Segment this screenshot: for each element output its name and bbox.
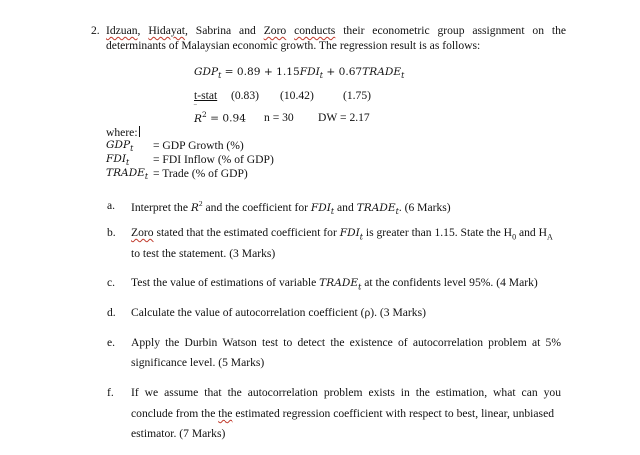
part-e-line2: significance level. (5 Marks) xyxy=(131,356,265,369)
part-f-line2: conclude from the the estimated regression coefficient with respect to best, linear, unbiased xyxy=(131,407,555,420)
tstat-const: (0.83) xyxy=(231,89,260,102)
name-hidayat[interactable]: Hidayat xyxy=(148,24,186,37)
where-label: where: xyxy=(106,126,138,139)
name-idzuan[interactable]: Idzuan xyxy=(106,24,138,37)
question-intro-line2: determinants of Malaysian economic growth. The regression result is as follows: xyxy=(106,39,481,52)
part-d-letter: d. xyxy=(107,306,116,319)
part-d-text: Calculate the value of autocorrelation coefficient (ρ). (3 Marks) xyxy=(131,306,426,319)
part-c-text: Test the value of estimations of variable $TRADE_t$ at the confidents level 95%. (4 Mark) xyxy=(131,276,538,292)
part-b-letter: b. xyxy=(107,226,116,239)
part-c-letter: c. xyxy=(107,276,116,289)
def-trade-desc: = Trade (% of GDP) xyxy=(153,167,248,180)
regression-equation: $GDP_t = 0.89 + 1.15FDI_t$ + $0.67TRADE_t$ xyxy=(194,66,405,81)
text-cursor xyxy=(139,126,140,137)
r-squared-bar: ‾ xyxy=(194,104,197,113)
part-e-letter: e. xyxy=(107,336,116,349)
tstat-trade: (1.75) xyxy=(343,89,372,102)
r-squared: $R^2 = 0.94$ xyxy=(194,110,246,125)
def-gdp-desc: = GDP Growth (%) xyxy=(153,139,244,152)
def-fdi-var: $FDI_t$ xyxy=(106,153,130,168)
def-fdi-desc: = FDI Inflow (% of GDP) xyxy=(153,153,274,166)
intro-rest: their econometric group assignment on the xyxy=(343,24,567,37)
part-a-text: Interpret the $R^2$ and the coefficient for $FDI_t$ and $TRADE_t$. (6 Marks) xyxy=(131,199,451,217)
part-f-line1: If we assume that the autocorrelation problem exists in the estimation, what can you xyxy=(131,386,561,399)
part-b-line1: Zoro stated that the estimated coefficient for $FDI_t$ is greater than 1.15. State the $H_0$ and $H_A$ xyxy=(131,226,553,242)
name-zoro-b[interactable]: Zoro xyxy=(131,226,154,239)
tstat-fdi: (10.42) xyxy=(280,89,314,102)
intro-and: Sabrina and xyxy=(195,24,256,37)
part-e-line1: Apply the Durbin Watson test to detect the existence of autocorrelation problem at 5% xyxy=(131,336,561,349)
def-trade-var: $TRADE_t$ xyxy=(106,167,149,182)
question-intro-line1: Idzuan, Hidayat, Sabrina and Zoro conducts their econometric group assignment on the xyxy=(106,24,567,37)
question-number: 2. xyxy=(91,24,100,37)
verb-conducts[interactable]: conducts xyxy=(294,24,336,37)
part-b-line2: to test the statement. (3 Marks) xyxy=(131,247,276,260)
sample-size: n = 30 xyxy=(264,111,294,124)
name-zoro[interactable]: Zoro xyxy=(263,24,287,37)
part-f-letter: f. xyxy=(107,386,114,399)
durbin-watson: DW = 2.17 xyxy=(318,111,370,124)
part-a-letter: a. xyxy=(107,199,116,212)
part-f-line3: estimator. (7 Marks) xyxy=(131,427,226,440)
tstat-label: t-stat xyxy=(194,89,218,102)
def-gdp-var: $GDP_t$ xyxy=(106,139,134,154)
duplicate-word-the[interactable]: the xyxy=(218,407,233,420)
